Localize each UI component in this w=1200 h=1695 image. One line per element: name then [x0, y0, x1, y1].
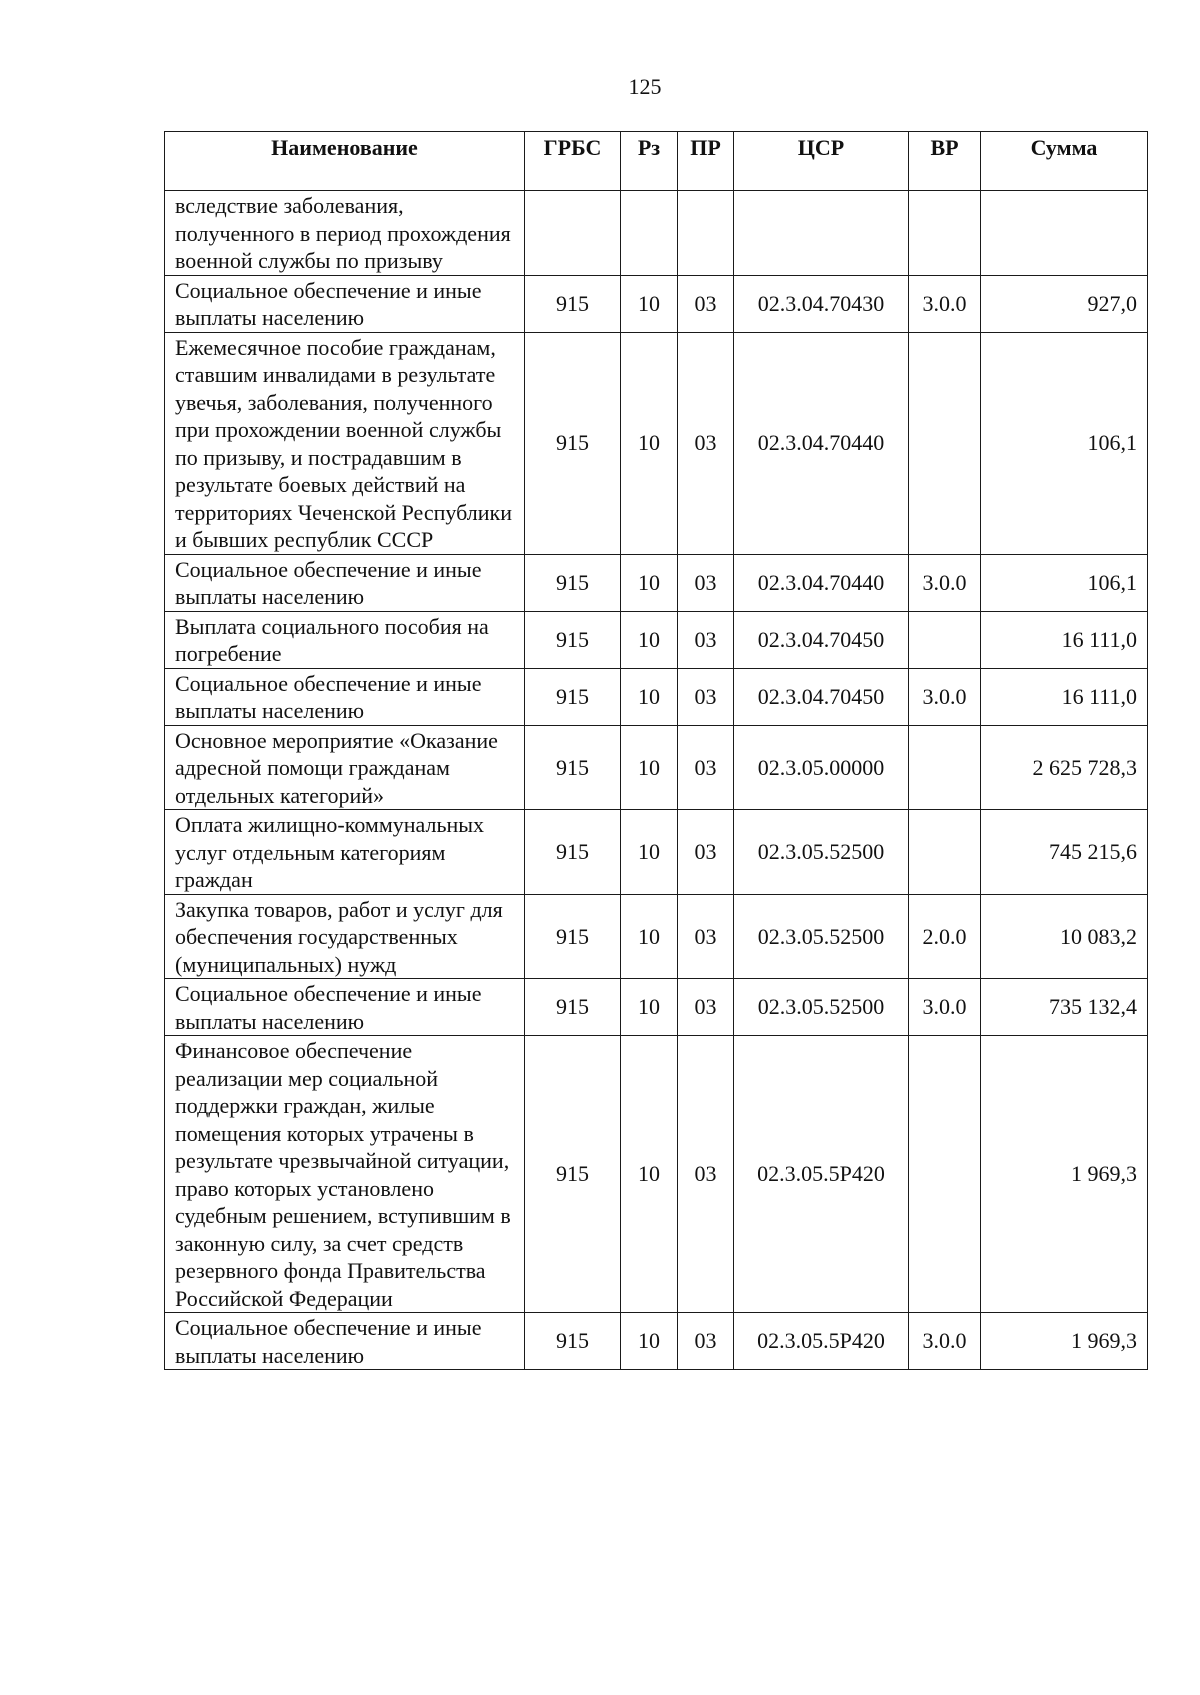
cell-vr: 3.0.0 [909, 554, 981, 611]
header-name: Наименование [165, 132, 525, 191]
page-number: 125 [628, 74, 662, 99]
cell-vr: 3.0.0 [909, 275, 981, 332]
cell-vr: 3.0.0 [909, 979, 981, 1036]
cell-csr: 02.3.05.52500 [734, 979, 909, 1036]
cell-sum [981, 191, 1148, 276]
cell-pr: 03 [678, 1036, 734, 1313]
table-row [165, 1036, 1148, 1313]
cell-csr: 02.3.04.70450 [734, 668, 909, 725]
table-row [165, 554, 1148, 611]
cell-csr: 02.3.05.5Р420 [734, 1313, 909, 1370]
cell-name: Социальное обеспечение и иные выплаты населению [165, 979, 525, 1036]
header-grbs: ГРБС [525, 132, 621, 191]
cell-name: Основное мероприятие «Оказание адресной помощи гражданам отдельных категорий» [165, 725, 525, 810]
cell-csr: 02.3.05.52500 [734, 810, 909, 895]
cell-vr [909, 810, 981, 895]
cell-grbs: 915 [525, 332, 621, 554]
cell-name: Выплата социального пособия на погребение [165, 611, 525, 668]
table-row [165, 668, 1148, 725]
cell-grbs: 915 [525, 979, 621, 1036]
cell-grbs: 915 [525, 668, 621, 725]
cell-csr [734, 191, 909, 276]
cell-vr [909, 1036, 981, 1313]
cell-rz: 10 [621, 1036, 678, 1313]
cell-rz: 10 [621, 668, 678, 725]
cell-sum: 16 111,0 [981, 668, 1148, 725]
cell-vr [909, 611, 981, 668]
cell-pr: 03 [678, 1313, 734, 1370]
cell-pr: 03 [678, 275, 734, 332]
cell-rz [621, 191, 678, 276]
table-row [165, 810, 1148, 895]
cell-sum: 106,1 [981, 332, 1148, 554]
cell-vr: 3.0.0 [909, 1313, 981, 1370]
cell-name: Оплата жилищно-коммунальных услуг отдельным категориям граждан [165, 810, 525, 895]
cell-pr: 03 [678, 725, 734, 810]
cell-grbs [525, 191, 621, 276]
cell-pr: 03 [678, 668, 734, 725]
cell-grbs: 915 [525, 1313, 621, 1370]
cell-sum: 1 969,3 [981, 1036, 1148, 1313]
cell-name: Социальное обеспечение и иные выплаты населению [165, 1313, 525, 1370]
cell-csr: 02.3.04.70450 [734, 611, 909, 668]
table-row [165, 1313, 1148, 1370]
cell-rz: 10 [621, 332, 678, 554]
cell-sum: 2 625 728,3 [981, 725, 1148, 810]
header-pr: ПР [678, 132, 734, 191]
cell-rz: 10 [621, 725, 678, 810]
cell-pr: 03 [678, 894, 734, 979]
cell-grbs: 915 [525, 810, 621, 895]
cell-name: Социальное обеспечение и иные выплаты населению [165, 668, 525, 725]
cell-name: Социальное обеспечение и иные выплаты населению [165, 554, 525, 611]
table-row [165, 191, 1148, 276]
cell-grbs: 915 [525, 725, 621, 810]
cell-grbs: 915 [525, 894, 621, 979]
table-row [165, 725, 1148, 810]
cell-vr: 3.0.0 [909, 668, 981, 725]
table-row [165, 894, 1148, 979]
cell-name: Ежемесячное пособие гражданам, ставшим инвалидами в результате увечья, заболевания, полученного при прохождении военной службы по призыву, и пострадавшим в результате боевых действий на территориях Чеченской Республики и бывших республик СССР [165, 332, 525, 554]
cell-name: вследствие заболевания, полученного в период прохождения военной службы по призыву [165, 191, 525, 276]
cell-csr: 02.3.05.52500 [734, 894, 909, 979]
cell-grbs: 915 [525, 554, 621, 611]
cell-vr [909, 191, 981, 276]
table-header-row [165, 132, 1148, 191]
cell-vr: 2.0.0 [909, 894, 981, 979]
cell-pr: 03 [678, 611, 734, 668]
cell-rz: 10 [621, 275, 678, 332]
cell-grbs: 915 [525, 611, 621, 668]
cell-rz: 10 [621, 979, 678, 1036]
cell-vr [909, 725, 981, 810]
cell-csr: 02.3.05.00000 [734, 725, 909, 810]
cell-pr: 03 [678, 554, 734, 611]
cell-sum: 106,1 [981, 554, 1148, 611]
header-csr: ЦСР [734, 132, 909, 191]
cell-rz: 10 [621, 1313, 678, 1370]
cell-rz: 10 [621, 894, 678, 979]
cell-vr [909, 332, 981, 554]
cell-sum: 735 132,4 [981, 979, 1148, 1036]
cell-rz: 10 [621, 554, 678, 611]
cell-name: Закупка товаров, работ и услуг для обеспечения государственных (муниципальных) нужд [165, 894, 525, 979]
header-rz: Рз [621, 132, 678, 191]
cell-csr: 02.3.04.70440 [734, 554, 909, 611]
cell-rz: 10 [621, 611, 678, 668]
cell-csr: 02.3.04.70430 [734, 275, 909, 332]
cell-csr: 02.3.05.5Р420 [734, 1036, 909, 1313]
cell-sum: 10 083,2 [981, 894, 1148, 979]
cell-name: Финансовое обеспечение реализации мер социальной поддержки граждан, жилые помещения которых утрачены в результате чрезвычайной ситуации, право которых установлено судебным решением, вступившим в законную силу, за счет средств резервного фонда Правительства Российской Федерации [165, 1036, 525, 1313]
budget-table [164, 131, 1148, 1370]
cell-grbs: 915 [525, 275, 621, 332]
cell-name: Социальное обеспечение и иные выплаты населению [165, 275, 525, 332]
cell-sum: 927,0 [981, 275, 1148, 332]
cell-csr: 02.3.04.70440 [734, 332, 909, 554]
cell-pr [678, 191, 734, 276]
cell-rz: 10 [621, 810, 678, 895]
cell-pr: 03 [678, 810, 734, 895]
cell-sum: 745 215,6 [981, 810, 1148, 895]
cell-sum: 16 111,0 [981, 611, 1148, 668]
table-row [165, 611, 1148, 668]
table-row [165, 979, 1148, 1036]
table-row [165, 332, 1148, 554]
cell-grbs: 915 [525, 1036, 621, 1313]
table-row [165, 275, 1148, 332]
cell-pr: 03 [678, 332, 734, 554]
cell-sum: 1 969,3 [981, 1313, 1148, 1370]
header-sum: Сумма [981, 132, 1148, 191]
header-vr: ВР [909, 132, 981, 191]
cell-pr: 03 [678, 979, 734, 1036]
